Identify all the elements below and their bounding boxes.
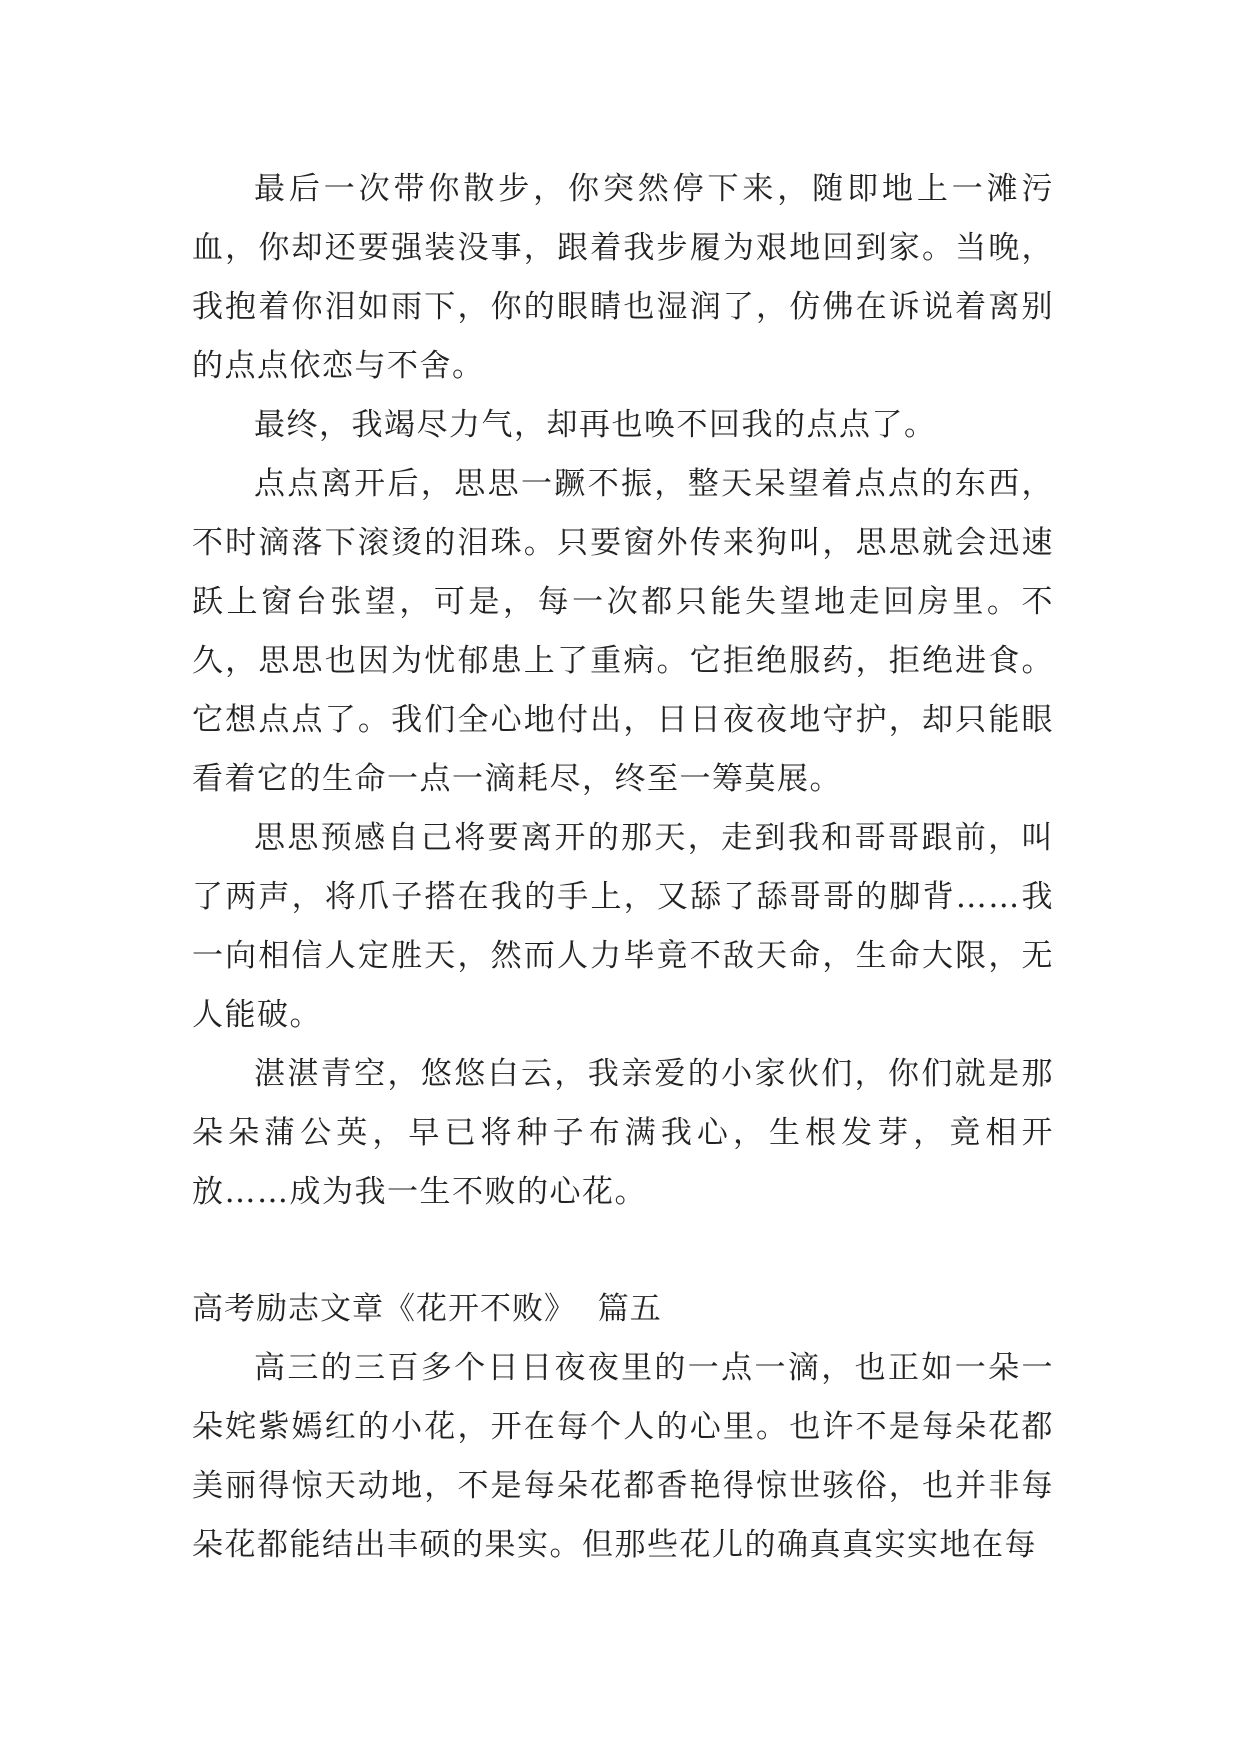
paragraph: 湛湛青空，悠悠白云，我亲爱的小家伙们，你们就是那朵朵蒲公英，早已将种子布满我心，生根发芽，竟相开放……成为我一生不败的心花。 (192, 1056, 1054, 1210)
paragraph: 高三的三百多个日日夜夜里的一点一滴，也正如一朵一朵姹紫嫣红的小花，开在每个人的心里。也许不是每朵花都美丽得惊天动地，不是每朵花都香艳得惊世骇俗，也并非每朵花都能结出丰硕的果实。但那些花儿的确真真实实地在每 (192, 1350, 1054, 1563)
paragraph: 点点离开后，思思一蹶不振，整天呆望着点点的东西，不时滴落下滚烫的泪珠。只要窗外传来狗叫，思思就会迅速跃上窗台张望，可是，每一次都只能失望地走回房里。不久，思思也因为忧郁患上了重病。它拒绝服药，拒绝进食。它想点点了。我们全心地付出，日日夜夜地守护，却只能眼看着它的生命一点一滴耗尽，终至一筹莫展。 (192, 466, 1054, 797)
paragraph: 最终，我竭尽力气，却再也唤不回我的点点了。 (254, 407, 937, 443)
paragraph: 最后一次带你散步，你突然停下来，随即地上一滩污血，你却还要强装没事，跟着我步履为艰地回到家。当晚，我抱着你泪如雨下，你的眼睛也湿润了，仿佛在诉说着离别的点点依恋与不舍。 (192, 171, 1054, 384)
section-heading: 高考励志文章《花开不败》 篇五 (192, 1291, 662, 1327)
document-body (192, 160, 1054, 1575)
paragraph: 思思预感自己将要离开的那天，走到我和哥哥跟前，叫了两声，将爪子搭在我的手上，又舔了舔哥哥的脚背……我一向相信人定胜天，然而人力毕竟不敌天命，生命大限，无人能破。 (192, 820, 1054, 1033)
